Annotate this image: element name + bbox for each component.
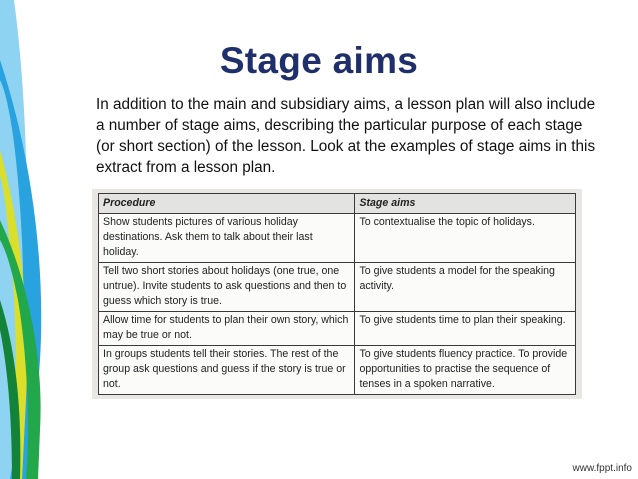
stage-aim-cell: To give students fluency practice. To provide opportunities to practise the sequence of tenses in a spoken narrative. [355,346,576,395]
stage-aim-cell: To give students time to plan their speaking. [355,312,576,346]
procedure-cell: In groups students tell their stories. The rest of the group ask questions and guess if the story is true or not. [99,346,355,395]
procedure-cell: Show students pictures of various holiday destinations. Ask them to talk about their last holiday. [99,214,355,263]
table-row [99,263,576,312]
table-row [99,346,576,395]
header-procedure: Procedure [99,194,355,214]
stage-aim-cell: To give students a model for the speaking activity. [355,263,576,312]
page-title: Stage aims [219,40,419,81]
stage-aims-table [98,193,576,395]
procedure-cell: Tell two short stories about holidays (one true, one untrue). Invite students to ask questions and then to guess which story is true. [99,263,355,312]
lesson-plan-extract [92,189,582,399]
table-header-row [99,194,576,214]
table-row [99,214,576,263]
footer-url: www.fppt.info [572,463,632,474]
procedure-cell: Allow time for students to plan their own story, which may be true or not. [99,312,355,346]
intro-paragraph: In addition to the main and subsidiary aims, a lesson plan will also include a number of stage aims, describing the particular purpose of each stage (or short section) of the lesson. Look at the examples of stage aims in this extract from a lesson plan. [96,96,596,176]
header-stage-aims: Stage aims [355,194,576,214]
table-row [99,312,576,346]
stage-aim-cell: To contextualise the topic of holidays. [355,214,576,263]
